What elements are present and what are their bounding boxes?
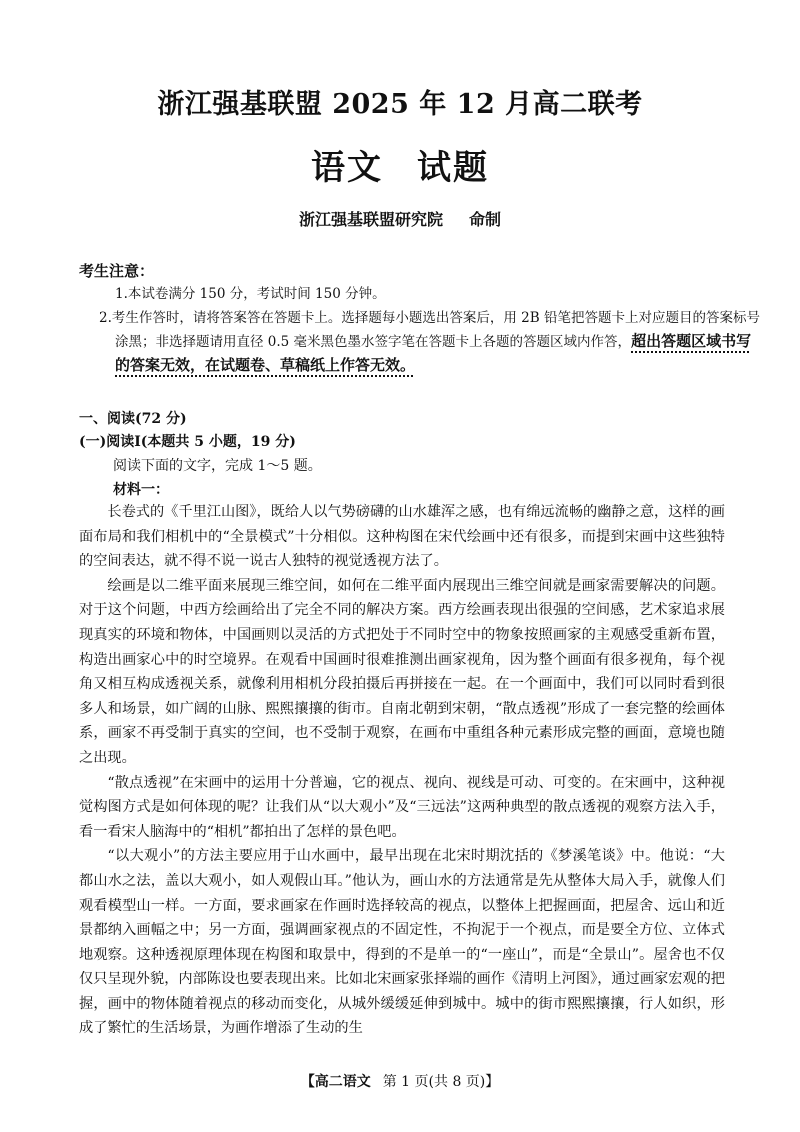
- notice-item-2-text: 2.考生作答时，请将答案答在答题卡上。选择题每小题选出答案后，用 2B 铅笔把答题卡上对应题目的答案标号涂黑；非选择题请用直径 0.5 毫米黑色墨水签字笔在答题卡上各题的答题区域内作答，: [99, 310, 760, 350]
- issuer-line: [0, 207, 800, 230]
- subject-name: 语文: [311, 148, 383, 188]
- paragraph: “散点透视”在宋画中的运用十分普遍，它的视点、视向、视线是可动、可变的。在宋画中，这种视觉构图方式是如何体现的呢？让我们从“以大观小”及“三远法”这两种典型的散点透视的观察方法入手，看一看宋人脑海中的“相机”都拍出了怎样的景色吧。: [79, 774, 725, 840]
- paragraph: 绘画是以二维平面来展现三维空间，如何在二维平面内展现出三维空间就是画家需要解决的问题。对于这个问题，中西方绘画给出了完全不同的解决方案。西方绘画表现出很强的空间感，艺术家追求展现真实的环境和物体，中国画则以灵活的方式把处于不同时空中的物象按照画家的主观感受重新布置，构造出画家心中的时空境界。在观看中国画时很难推测出画家视角，因为整个画面有很多视角，每个视角又相互构成透视关系，就像利用相机分段拍摄后再拼接在一起。在一个画面中，我们可以同时看到很多人和场景，如广阔的山脉、熙熙攘攘的街市。自南北朝到宋朝，“散点透视”形成了一套完整的绘画体系，画家不再受制于真实的空间，也不受制于观察，在画布中重组各种元素形成完整的画面，意境也随之出现。: [79, 577, 725, 766]
- page-footer: [0, 1071, 800, 1091]
- notice-item-1: 1.本试卷满分 150 分，考试时间 150 分钟。: [115, 286, 386, 302]
- exam-title: 浙江强基联盟 2025 年 12 月高二联考: [157, 89, 643, 120]
- section-heading: 一、阅读(72 分): [79, 411, 187, 427]
- notice-item-2-emphasis: 超出答题区域书写的答案无效，在试题卷、草稿纸上作答无效。: [115, 332, 752, 374]
- material-label: 材料一：: [113, 482, 169, 498]
- subject-suffix: 试题: [417, 148, 489, 188]
- issuer-name: 浙江强基联盟研究院: [298, 210, 443, 229]
- footer-course: 【高二语文: [300, 1074, 371, 1090]
- reading-instruction: 阅读下面的文字，完成 1～5 题。: [113, 458, 322, 474]
- notice-item-2: [79, 307, 760, 378]
- subject-title: [0, 140, 800, 189]
- footer-page-info: 第 1 页(共 8 页)】: [382, 1074, 500, 1090]
- notice-heading: 考生注意：: [79, 262, 155, 280]
- paragraph: “以大观小”的方法主要应用于山水画中，最早出现在北宋时期沈括的《梦溪笔谈》中。他说：“大都山水之法，盖以大观小，如人观假山耳。”他认为，画山水的方法通常是先从整体大局入手，就像人们观看模型山一样。一方面，要求画家在作画时选择较高的视点，以整体上把握画面，把屋舍、远山和近景都纳入画幅之中；另一方面，强调画家视点的不固定性，不拘泥于一个视点，而是要全方位、立体式地观察。这种透视原理体现在构图和取景中，得到的不是单一的“一座山”，而是“全景山”。屋舍也不仅仅只呈现外貌，内部陈设也要表现出来。比如北宋画家张择端的画作《清明上河图》，通过画家宏观的把握，画中的物体随着视点的移动而变化，从城外缓缓延伸到城中。城中的街市熙熙攘攘，行人如织，形成了繁忙的生活场景，为画作增添了生动的生: [79, 848, 725, 1037]
- material-body: [79, 500, 725, 1041]
- paragraph: 长卷式的《千里江山图》，既给人以气势磅礴的山水雄浑之感，也有绵远流畅的幽静之意，这样的画面布局和我们相机中的“全景模式”十分相似。这种构图在宋代绘画中还有很多，而提到宋画中这些独特的空间表达，就不得不说一说古人独特的视觉透视方法了。: [79, 504, 725, 570]
- issuer-suffix: 命制: [469, 210, 502, 229]
- subsection-heading: (一)阅读Ⅰ(本题共 5 小题，19 分): [79, 434, 296, 450]
